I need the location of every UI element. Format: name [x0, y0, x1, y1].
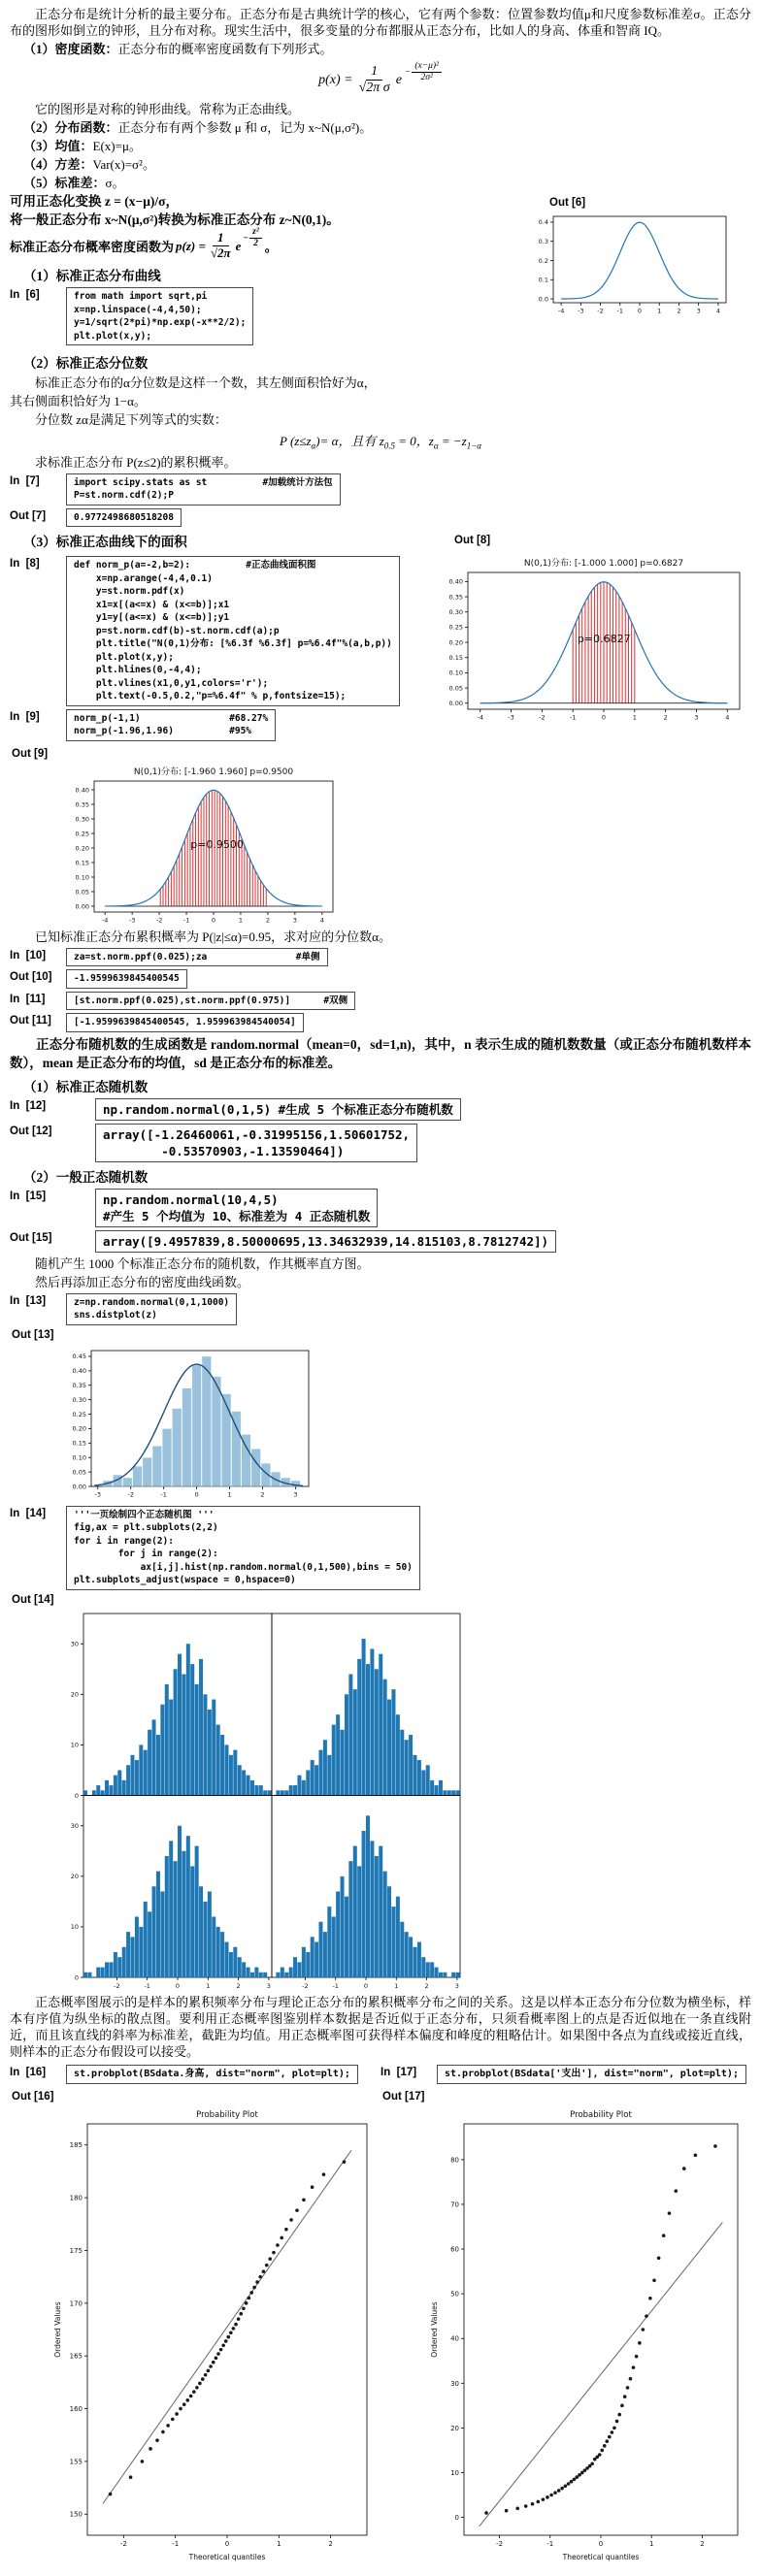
exponent-denominator: 2σ²: [420, 73, 433, 83]
svg-text:155: 155: [69, 2458, 83, 2466]
in11-label: In [11]: [10, 993, 46, 1005]
in8-label: In [8]: [10, 558, 40, 571]
svg-text:-1: -1: [332, 1981, 339, 1990]
pz-numerator: 1: [213, 231, 229, 246]
in15-label: In [15]: [10, 1190, 47, 1202]
out16-label: Out [16]: [12, 2090, 54, 2103]
euler-e: e: [395, 72, 402, 87]
quantile-text-2: 其右侧面积恰好为 1−α。: [10, 394, 147, 409]
area-heading: （3）标准正态曲线下的面积: [23, 535, 187, 550]
svg-text:0: 0: [637, 307, 643, 315]
pz-exponent-denominator: 2: [253, 239, 258, 249]
probplot-right-figure: [380, 2087, 751, 2566]
out15-value: array([9.4957839,8.50000695,13.34632939,14.815103,8.7812742]): [95, 1230, 556, 1253]
svg-text:0.4: 0.4: [538, 218, 548, 227]
svg-text:-4: -4: [557, 307, 565, 315]
std-random-heading: （1）标准正态随机数: [23, 1079, 149, 1094]
svg-text:60: 60: [450, 2245, 459, 2254]
svg-text:0: 0: [211, 916, 216, 925]
svg-text:Probability Plot: Probability Plot: [196, 2109, 258, 2120]
svg-text:10: 10: [70, 1922, 79, 1931]
shaded-area-plot-68: [437, 553, 749, 726]
svg-text:2: 2: [236, 1981, 241, 1990]
distplot-histogram: [58, 1343, 751, 1503]
svg-text:-3: -3: [508, 713, 514, 722]
svg-text:Ordered Values: Ordered Values: [53, 2300, 62, 2358]
eq-part: = 0，z: [395, 434, 434, 449]
svg-text:185: 185: [69, 2140, 83, 2149]
svg-text:0.00: 0.00: [72, 1482, 86, 1490]
code-cell-in14: [10, 1506, 751, 1590]
svg-text:0.05: 0.05: [72, 1468, 86, 1477]
out8-label: Out [8]: [454, 535, 491, 547]
in10-label: In [10]: [10, 949, 47, 962]
area-left-column: [10, 553, 400, 744]
minus-sign: −: [404, 67, 412, 78]
in7-code: import scipy.stats as st #加载统计方法包 P=st.norm.cdf(2);P: [66, 473, 341, 505]
probplot-right-code: [380, 2062, 751, 2087]
svg-text:0.30: 0.30: [448, 608, 463, 617]
svg-text:p=0.6827: p=0.6827: [577, 633, 631, 646]
sd-item-text: σ。: [105, 176, 125, 191]
dist-item: [10, 119, 751, 136]
svg-text:0.25: 0.25: [72, 1410, 86, 1418]
code-cell-in6: [10, 287, 518, 345]
svg-text:1: 1: [394, 1981, 399, 1990]
svg-text:0.40: 0.40: [448, 577, 463, 586]
out14-label: Out [14]: [12, 1593, 54, 1606]
svg-text:-3: -3: [578, 307, 584, 315]
svg-text:3: 3: [694, 713, 699, 722]
svg-text:4: 4: [725, 713, 730, 722]
in16-label: In [16]: [10, 2066, 47, 2078]
svg-text:-4: -4: [101, 916, 109, 925]
svg-text:0: 0: [194, 1490, 199, 1499]
svg-text:0: 0: [224, 2539, 230, 2548]
svg-text:-2: -2: [119, 2539, 127, 2548]
out10-value: -1.9599639845400545: [66, 969, 187, 989]
area-section-header: [10, 531, 751, 550]
quantile-heading: （2）标准正态分位数: [23, 356, 149, 372]
svg-text:3: 3: [266, 1981, 271, 1990]
out13-label: Out [13]: [12, 1328, 54, 1341]
in13-label: In [13]: [10, 1294, 47, 1307]
svg-text:0.15: 0.15: [75, 858, 89, 866]
fraction: [359, 64, 390, 96]
svg-text:0.0: 0.0: [538, 295, 548, 304]
quantile-text-1: 标准正态分布的α分位数是这样一个数，其左侧面积恰好为α，: [35, 375, 377, 391]
in9-label: In [9]: [10, 710, 40, 723]
general-random-heading: （2）一般正态随机数: [23, 1169, 149, 1185]
svg-text:20: 20: [70, 1690, 79, 1699]
svg-text:10: 10: [70, 1741, 79, 1749]
dist-item-text: 正态分布有两个参数 μ 和 σ，记为 x~N(μ,σ²)。: [117, 120, 373, 136]
svg-text:30: 30: [70, 1821, 79, 1830]
code-cell-in8: [10, 556, 400, 706]
exponent-fraction: [412, 61, 442, 83]
svg-text:-1: -1: [172, 2539, 180, 2548]
pz-minus: −: [243, 233, 249, 244]
probplot-figure-row: [10, 2087, 751, 2566]
svg-text:0: 0: [598, 2539, 604, 2548]
code-cell-in13: [10, 1293, 751, 1325]
svg-text:3: 3: [696, 307, 701, 315]
svg-text:70: 70: [450, 2201, 459, 2209]
code-cell-in16: [10, 2065, 380, 2084]
svg-text:-1: -1: [160, 1490, 167, 1499]
transform-line-2: 将一般正态分布 x~N(μ,σ²)转换为标准正态分布 z~N(0,1)。: [10, 212, 340, 228]
svg-text:2: 2: [260, 1490, 265, 1499]
svg-text:0: 0: [601, 713, 607, 722]
svg-text:0.40: 0.40: [72, 1366, 86, 1375]
height-probability-plot: [50, 2104, 380, 2566]
eq-part: )= α，且有 z: [315, 434, 384, 449]
svg-text:0: 0: [74, 1973, 79, 1981]
svg-text:0.40: 0.40: [75, 785, 89, 794]
svg-text:N(0,1)分布: [-1.000 1.000] p=0.: N(0,1)分布: [-1.000 1.000] p=0.6827: [523, 559, 684, 570]
hist-text-1: 随机产生 1000 个标准正态分布的随机数，作其概率直方图。: [35, 1255, 370, 1271]
intro-paragraph: 正态分布是统计分析的最主要分布。正态分布是古典统计学的核心，它有两个参数：位置参数均值μ和尺度参数标准差σ。正态分布的图形如倒立的钟形，且分布对称。现实生活中，很多变量的分布都服从正态分布，比如人的身高、体重和智商 IQ。: [10, 7, 751, 38]
quantile-text-3: 分位数 zα是满足下列等式的实数：: [35, 412, 227, 428]
svg-text:1: 1: [238, 916, 244, 925]
svg-text:4: 4: [319, 916, 324, 925]
exponent-numerator: (x−μ)²: [412, 61, 442, 73]
in15-code: np.random.normal(10,4,5) #产生 5 个均值为 10、标准差为 4 正态随机数: [95, 1189, 378, 1227]
svg-text:-4: -4: [477, 713, 483, 722]
var-item-label: （4）方差：: [23, 157, 93, 173]
svg-text:1: 1: [632, 713, 637, 722]
in16-code: st.probplot(BSdata.身高, dist="norm", plot=plt);: [66, 2065, 358, 2084]
svg-text:0.2: 0.2: [538, 256, 548, 265]
svg-text:-1: -1: [569, 713, 577, 722]
svg-text:0.35: 0.35: [72, 1381, 86, 1389]
svg-text:2: 2: [424, 1981, 429, 1990]
in12-label: In [12]: [10, 1099, 47, 1112]
svg-text:0.05: 0.05: [75, 887, 89, 896]
normal-curve-plot: [524, 211, 749, 319]
out17-label: Out [17]: [382, 2090, 425, 2103]
svg-text:3: 3: [454, 1981, 459, 1990]
svg-text:180: 180: [69, 2194, 83, 2202]
density-item: [10, 41, 751, 57]
svg-text:2: 2: [328, 2539, 333, 2548]
in13-code: z=np.random.normal(0,1,1000) sns.distplot(z): [66, 1293, 237, 1325]
exponent: [405, 61, 443, 83]
svg-text:-1: -1: [616, 307, 624, 315]
out12-value: array([-1.26460061,-0.31995156,1.50601752, -0.53570903,-1.13590464]): [95, 1124, 417, 1162]
pz-euler-e: e: [235, 238, 242, 253]
probplot-paragraph: 正态概率图展示的是样本的累积频率分布与理论正态分布的累积概率分布之间的关系。这是以样本正态分布分位数为横坐标，样本有序值为纵坐标的散点图。要利用正态概率图鉴别样本数据是否近似于正态分布，只须看概率图上的点是否近似地在一条直线附近，而且该直线的斜率为标准差，截距为均值。用正态概率图可获得样本偏度和峰度的粗略估计。如果图中各点为直线或接近直线，则样本的正态分布假设可以接受。: [10, 1994, 751, 2059]
svg-text:-2: -2: [539, 713, 546, 722]
density-item-label: （1）密度函数：: [23, 42, 118, 56]
svg-text:0.30: 0.30: [72, 1395, 86, 1404]
svg-text:30: 30: [70, 1640, 79, 1648]
svg-text:-2: -2: [302, 1981, 309, 1990]
hist-text-2: 然后再添加正态分布的密度曲线函数。: [35, 1274, 250, 1289]
out15-label: Out [15]: [10, 1231, 52, 1244]
code-cell-in17: [380, 2065, 751, 2084]
pz-fraction: [211, 231, 231, 261]
out11-value: [-1.9599639845400545, 1.959963984540054]: [66, 1013, 304, 1032]
svg-text:80: 80: [450, 2155, 459, 2164]
svg-text:0.00: 0.00: [448, 700, 463, 708]
svg-text:0.15: 0.15: [448, 654, 463, 663]
fraction-denominator: √2π σ: [358, 81, 390, 96]
output-cell-out10: [10, 969, 751, 989]
svg-text:2: 2: [700, 2539, 705, 2548]
svg-text:0.25: 0.25: [75, 829, 89, 837]
histogram-grid: [58, 1608, 751, 1994]
random-function-paragraph: 正态分布随机数的生成函数是 random.normal（mean=0，sd=1,n)，其中，n 表示生成的随机数数量（或正态分布随机数样本数），mean 是正态分布的均值，sd 是正态分布的标准差。: [10, 1036, 751, 1070]
svg-text:0.10: 0.10: [72, 1453, 86, 1462]
eq-sub: α: [433, 440, 439, 451]
svg-text:p=0.9500: p=0.9500: [190, 837, 244, 851]
eq-sub: α: [311, 440, 316, 451]
in17-code: st.probplot(BSdata['支出'], dist="norm", plot=plt);: [437, 2065, 746, 2084]
svg-text:-1: -1: [144, 1981, 150, 1990]
svg-text:0: 0: [175, 1981, 181, 1990]
pz-end: 。: [264, 240, 278, 255]
svg-text:0.20: 0.20: [75, 843, 89, 852]
svg-text:-2: -2: [496, 2539, 504, 2548]
svg-text:2: 2: [677, 307, 681, 315]
pz-exponent: [243, 227, 262, 249]
output-cell-out11: [10, 1013, 751, 1032]
probplot-left-figure: [10, 2087, 380, 2566]
pz-denominator: √2π: [210, 245, 231, 261]
svg-text:175: 175: [69, 2246, 83, 2255]
svg-text:165: 165: [69, 2352, 83, 2361]
pz-exponent-fraction: [249, 227, 262, 249]
quantile-solve-text: 已知标准正态分布累积概率为 P(|z|≤α)=0.95，求对应的分位数α。: [35, 929, 391, 944]
svg-text:0.20: 0.20: [72, 1424, 86, 1433]
out9-label: Out [9]: [12, 747, 49, 760]
svg-text:1: 1: [648, 2539, 654, 2548]
pz-formula-line: [10, 227, 518, 261]
out6-label: Out [6]: [549, 197, 586, 210]
svg-text:0.10: 0.10: [75, 872, 89, 881]
fraction-numerator: 1: [366, 64, 382, 81]
probplot-left-code: [10, 2062, 380, 2087]
eq-sub: 0.5: [383, 440, 396, 451]
svg-text:0.3: 0.3: [538, 238, 548, 246]
svg-text:30: 30: [450, 2379, 459, 2388]
svg-text:0.1: 0.1: [538, 276, 548, 284]
sd-item: [10, 175, 751, 191]
out10-label: Out [10]: [10, 971, 52, 984]
svg-text:0.45: 0.45: [72, 1352, 86, 1360]
out6-figure: [524, 193, 749, 319]
svg-text:0.20: 0.20: [448, 638, 463, 647]
pz-lhs: p(z) =: [176, 238, 206, 253]
eq-sub: 1−α: [466, 440, 482, 451]
svg-text:1: 1: [277, 2539, 281, 2548]
cum-prob-text: 求标准正态分布 P(z≤2)的累积概率。: [35, 454, 237, 470]
dist-item-label: （2）分布函数：: [23, 120, 118, 136]
out7-label: Out [7]: [10, 509, 47, 522]
svg-text:50: 50: [450, 2290, 459, 2299]
mean-item: [10, 138, 751, 154]
svg-text:20: 20: [450, 2424, 459, 2432]
out11-label: Out [11]: [10, 1015, 51, 1027]
svg-text:0: 0: [454, 2513, 459, 2522]
output-cell-out7: [10, 508, 751, 528]
output-cell-out12: [10, 1124, 751, 1162]
svg-text:-3: -3: [94, 1490, 102, 1499]
sd-item-label: （5）标准差：: [23, 176, 106, 191]
in6-code: from math import sqrt,pi x=np.linspace(-4,4,50); y=1/sqrt(2*pi)*np.exp(-x**2/2); plt.plot(x,y);: [66, 287, 253, 345]
code-cell-in11: [10, 992, 751, 1011]
svg-text:0: 0: [74, 1791, 79, 1800]
eq-part: = −z: [438, 434, 467, 449]
in9-code: norm_p(-1,1) #68.27% norm_p(-1.96,1.96) #95%: [66, 709, 276, 741]
out7-value: 0.9772498680518208: [66, 508, 182, 528]
out12-label: Out [12]: [10, 1125, 52, 1137]
in17-label: In [17]: [380, 2066, 417, 2078]
svg-text:-2: -2: [127, 1490, 134, 1499]
density-formula: [10, 61, 751, 96]
svg-text:20: 20: [70, 1872, 79, 1880]
pz-pre-text: 标准正态分布概率密度函数为: [10, 240, 175, 255]
svg-text:150: 150: [69, 2510, 83, 2519]
density-item-text: 正态分布的概率密度函数有下列形式。: [117, 42, 333, 56]
in11-code: [st.norm.ppf(0.025),st.norm.ppf(0.975)] #双侧: [66, 992, 355, 1011]
svg-text:Ordered Values: Ordered Values: [430, 2300, 439, 2358]
svg-text:1: 1: [657, 307, 662, 315]
code-cell-in10: [10, 948, 751, 967]
svg-text:Theoretical quantiles: Theoretical quantiles: [562, 2552, 640, 2561]
code-cell-in12: [10, 1098, 751, 1121]
in14-code: '''一页绘制四个正态随机图 ''' fig,ax = plt.subplots(2,2) for i in range(2): for j in range(2): ax[i,j].hist(np.random.normal(0,1,500),bins = 50) plt.subplots_adjust(wspace = 0,hspace=0): [66, 1506, 420, 1590]
area-section-row: [10, 553, 751, 744]
svg-text:10: 10: [450, 2468, 459, 2477]
in8-code: def norm_p(a=-2,b=2): #正态曲线面积图 x=np.arange(-4,4,0.1) y=st.norm.pdf(x) x1=x[(a<=x) & (x<=b)];x1 y1=y[(a<=x) & (x<=b)];y1 p=st.norm.cdf(b)-st.norm.cdf(a);p plt.title("N(0,1)分布: [%6.3f %6.3f] p=%6.4f"%(a,b,p)) plt.plot(x,y); plt.hlines(0,-4,4); plt.vlines(x1,0,y1,colors='r'); plt.text(-0.5,0.2,"p=%6.4f" % p,fontsize=15);: [66, 556, 400, 706]
var-item: [10, 156, 751, 173]
svg-text:2: 2: [265, 916, 270, 925]
in14-label: In [14]: [10, 1507, 47, 1519]
graph-note: 它的图形是对称的钟形曲线。常称为正态曲线。: [35, 102, 301, 117]
formula-lhs: p(x) =: [318, 72, 353, 87]
svg-text:0.35: 0.35: [75, 799, 89, 808]
svg-text:N(0,1)分布: [-1.960 1.960] p=0.: N(0,1)分布: [-1.960 1.960] p=0.9500: [133, 766, 294, 777]
var-item-text: Var(x)=σ²。: [92, 157, 155, 173]
svg-text:0: 0: [363, 1981, 369, 1990]
svg-text:-2: -2: [114, 1981, 120, 1990]
svg-text:0.00: 0.00: [75, 901, 89, 910]
svg-text:0.25: 0.25: [448, 623, 463, 632]
svg-text:2: 2: [663, 713, 668, 722]
svg-text:0.30: 0.30: [75, 814, 89, 823]
eq-part: P (z≤z: [279, 434, 312, 449]
svg-text:-3: -3: [128, 916, 136, 925]
in12-code: np.random.normal(0,1,5) #生成 5 个标准正态分布随机数: [95, 1098, 461, 1121]
svg-text:-2: -2: [597, 307, 604, 315]
in6-label: In [6]: [10, 289, 40, 302]
svg-text:-2: -2: [155, 916, 163, 925]
mean-item-text: E(x)=μ。: [92, 139, 142, 154]
svg-text:170: 170: [69, 2299, 83, 2307]
svg-text:0.10: 0.10: [448, 668, 463, 677]
svg-text:0.15: 0.15: [72, 1439, 86, 1448]
svg-text:4: 4: [715, 307, 720, 315]
pz-exponent-numerator: z²: [249, 227, 262, 239]
code-cell-in7: [10, 473, 751, 505]
svg-text:40: 40: [450, 2334, 459, 2343]
shaded-area-plot-95: [63, 762, 751, 929]
svg-text:160: 160: [69, 2404, 83, 2413]
mean-item-label: （3）均值：: [23, 139, 93, 154]
code-cell-in15: [10, 1189, 751, 1227]
in7-label: In [7]: [10, 474, 40, 487]
output-cell-out15: [10, 1230, 751, 1253]
code-cell-in9: [10, 709, 400, 741]
svg-text:Probability Plot: Probability Plot: [570, 2109, 632, 2120]
svg-text:Theoretical quantiles: Theoretical quantiles: [188, 2552, 266, 2561]
svg-text:1: 1: [206, 1981, 211, 1990]
svg-text:0.35: 0.35: [448, 593, 463, 602]
in10-code: za=st.norm.ppf(0.025);za #单侧: [66, 948, 328, 967]
probplot-code-row: [10, 2062, 751, 2087]
svg-text:-1: -1: [546, 2539, 554, 2548]
svg-text:3: 3: [292, 916, 297, 925]
svg-text:-1: -1: [182, 916, 190, 925]
transform-line-1: 可用正态化变换 z = (x−μ)/σ，: [10, 194, 179, 210]
std-curve-heading: （1）标准正态分布曲线: [23, 269, 161, 284]
svg-text:1: 1: [227, 1490, 232, 1499]
expense-probability-plot: [427, 2104, 751, 2566]
quantile-equation: [10, 431, 751, 451]
svg-text:3: 3: [293, 1490, 298, 1499]
svg-text:0.05: 0.05: [448, 684, 463, 693]
